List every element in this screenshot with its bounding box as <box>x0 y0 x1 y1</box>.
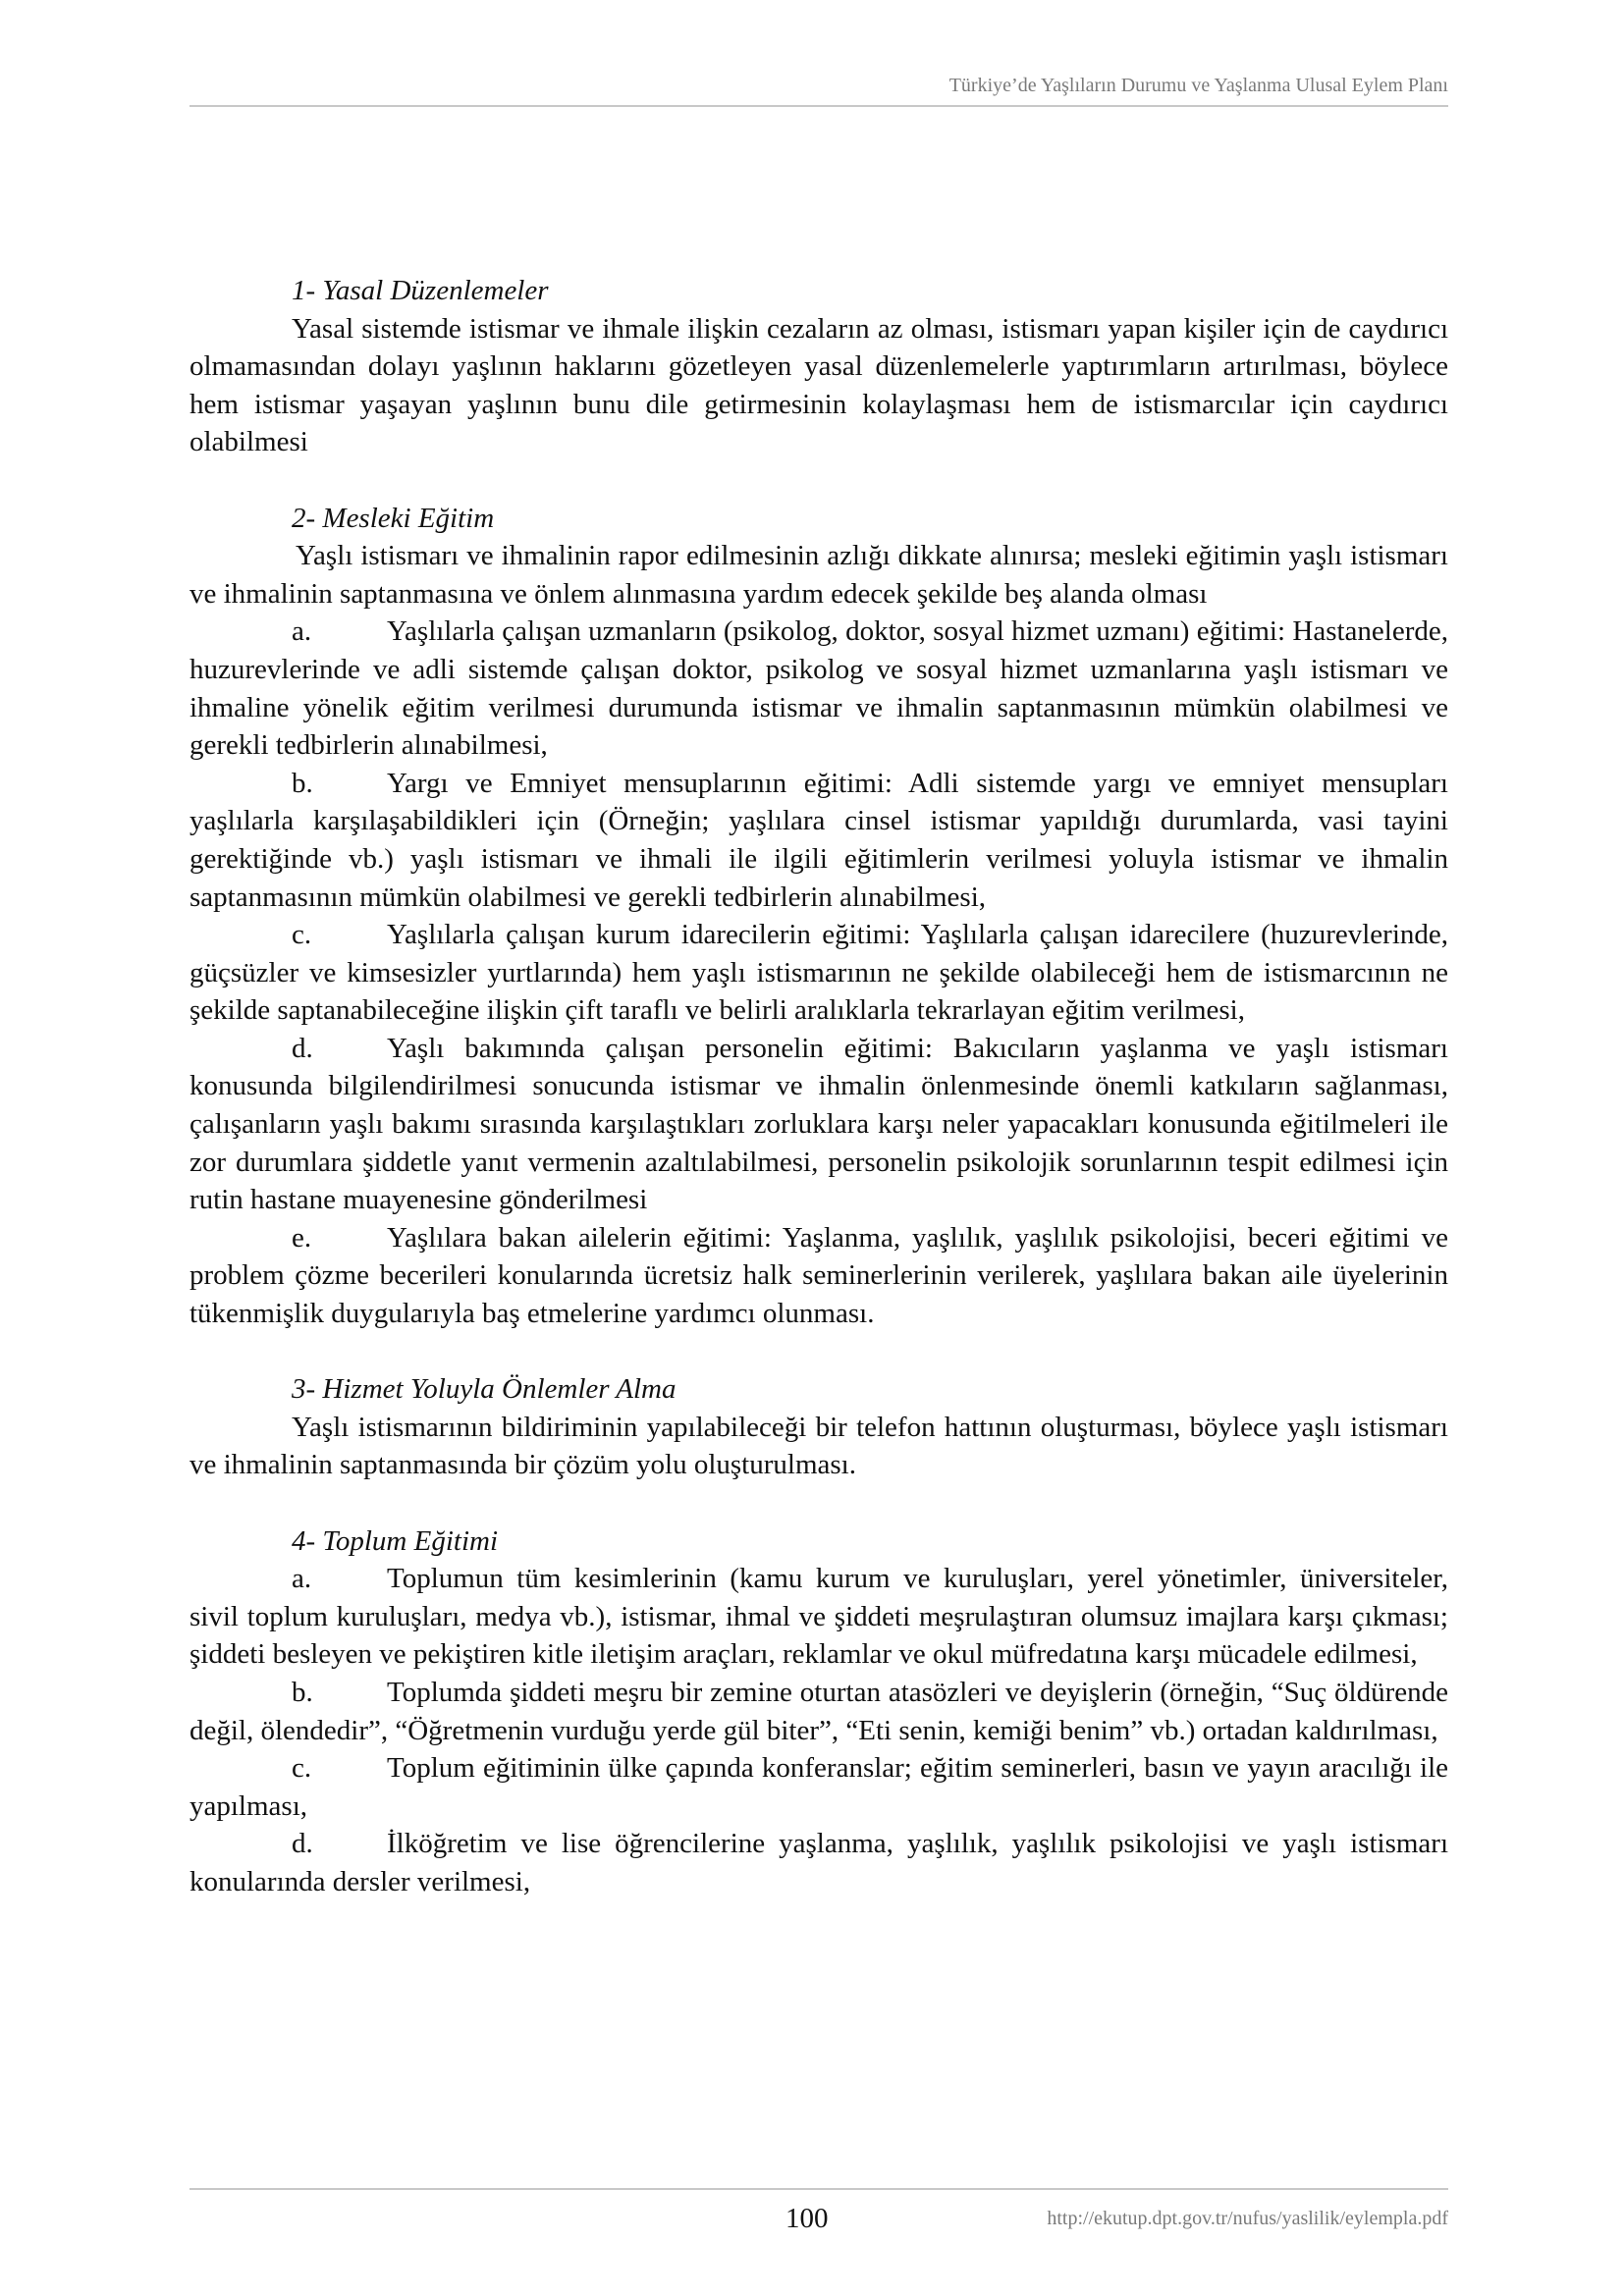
source-url: http://ekutup.dpt.gov.tr/nufus/yaslilik/eylempla.pdf <box>1047 2208 1448 2229</box>
header-divider <box>189 105 1448 107</box>
footer-divider <box>189 2188 1448 2190</box>
list-item-letter: c. <box>292 919 312 951</box>
list-item-letter: a. <box>292 615 312 648</box>
section-intro: Yaşlı istismarı ve ihmalinin rapor edilmesinin azlığı dikkate alınırsa; mesleki eğitimin yaşlı istismarı ve ihmalinin saptanmasına ve önlem alınmasına yardım edecek şekilde beş alanda olması <box>189 540 1448 610</box>
running-header: Türkiye’de Yaşlıların Durumu ve Yaşlanma Ulusal Eylem Planı <box>948 75 1448 96</box>
list-item <box>189 1560 1448 1674</box>
list-item-letter: b. <box>292 767 313 799</box>
section-paragraph: Yaşlı istismarının bildiriminin yapılabileceği bir telefon hattının oluşturması, böylece yaşlı istismarı ve ihmalinin saptanmasında bir çözüm yolu oluşturulması. <box>189 1411 1448 1481</box>
list-item-text: Yargı ve Emniyet mensuplarının eğitimi: Adli sistemde yargı ve emniyet mensupları yaşlılarla karşılaşabildikleri için (Örneğin; yaşlılara cinsel istismar yapıldığı durumlarda, vasi tayini gerektiğinde vb.) yaşlı istismarı ve ihmali ile ilgili eğitimlerin verilmesi yoluyla istismar ve ihmalin saptanmasının mümkün olabilmesi ve gerekli tedbirlerin alınabilmesi, <box>189 767 1448 913</box>
list-item-text: Toplum eğitiminin ülke çapında konferanslar; eğitim seminerleri, basın ve yayın aracılığı ile yapılması, <box>189 1752 1448 1822</box>
section-heading: 2- Mesleki Eğitim <box>292 502 495 534</box>
section-heading: 1- Yasal Düzenlemeler <box>292 275 549 306</box>
list-item-text: Toplumun tüm kesimlerinin (kamu kurum ve kuruluşları, yerel yönetimler, üniversiteler, sivil toplum kuruluşları, medya vb.), istismar, ihmal ve şiddeti meşrulaştıran olumsuz imajlara karşı çıkması; şiddeti besleyen ve pekiştiren kitle iletişim araçları, reklamlar ve okul müfredatına karşı mücadele edilmesi, <box>189 1563 1448 1671</box>
list-item-text: Toplumda şiddeti meşru bir zemine oturtan atasözleri ve deyişlerin (örneğin, “Suç öldürende değil, ölendedir”, “Öğretmenin vurduğu yerde gül biter”, “Eti senin, kemiği benim” vb.) ortadan kaldırılması, <box>189 1676 1448 1746</box>
list-item <box>189 916 1448 1030</box>
section-hizmet-yoluyla-onlemler <box>189 1370 1448 1484</box>
list-item-letter: b. <box>292 1676 313 1708</box>
list-item <box>189 1825 1448 1900</box>
section-paragraph: Yasal sistemde istismar ve ihmale ilişkin cezaların az olması, istismarı yapan kişiler için de caydırıcı olmamasından dolayı yaşlının haklarını gözetleyen yasal düzenlemelerle yaptırımların artırılması, böylece hem istismar yaşayan yaşlının bunu dile getirmesinin kolaylaşması hem de istismarcılar için caydırıcı olabilmesi <box>189 312 1448 458</box>
list-item-letter: e. <box>292 1221 312 1254</box>
list-item <box>189 613 1448 764</box>
list-item <box>189 1219 1448 1333</box>
list-item-text: Yaşlılara bakan ailelerin eğitimi: Yaşlanma, yaşlılık, yaşlılık psikolojisi, beceri eğitimi ve problem çözme becerileri konularında ücretsiz halk seminerlerinin verilerek, yaşlılara bakan aile üyelerinin tükenmişlik duygularıyla baş etmelerine yardımcı olunması. <box>189 1221 1448 1330</box>
list-item-letter: a. <box>292 1563 312 1595</box>
page-number: 100 <box>785 2203 829 2234</box>
page-body <box>189 272 1448 1939</box>
list-item-letter: c. <box>292 1752 312 1785</box>
list-item-text: İlköğretim ve lise öğrencilerine yaşlanma, yaşlılık, yaşlılık psikolojisi ve yaşlı istismarı konularında dersler verilmesi, <box>189 1828 1448 1897</box>
section-heading: 4- Toplum Eğitimi <box>292 1524 499 1557</box>
list-item-text: Yaşlı bakımında çalışan personelin eğitimi: Bakıcıların yaşlanma ve yaşlı istismarı konusunda bilgilendirilmesi sonucunda istismar ve ihmalin önlenmesinde önemli katkıların sağlanması, çalışanların yaşlı bakımı sırasında karşılaştıkları zorluklara karşı neler yapacakları konusunda eğitilmeleri ile zor durumlara şiddetle yanıt vermenin azaltılabilmesi, personelin psikolojik sorunlarının tespit edilmesi için rutin hastane muayenesine gönderilmesi <box>189 1032 1448 1216</box>
list-item <box>189 1030 1448 1219</box>
list-item-text: Yaşlılarla çalışan uzmanların (psikolog, doktor, sosyal hizmet uzmanı) eğitimi: Hastanelerde, huzurevlerinde ve adli sistemde çalışan doktor, psikolog ve sosyal hizmet uzmanlarına yaşlı istismarı ve ihmaline yönelik eğitim verilmesi durumunda istismar ve ihmalin saptanmasının mümkün olabilmesi ve gerekli tedbirlerin alınabilmesi, <box>189 615 1448 762</box>
list-item-letter: d. <box>292 1032 313 1064</box>
list-item <box>189 1674 1448 1749</box>
section-toplum-egitimi <box>189 1522 1448 1901</box>
list-item <box>189 765 1448 916</box>
section-yasal-duzenlemeler <box>189 272 1448 461</box>
list-item-text: Yaşlılarla çalışan kurum idarecilerin eğitimi: Yaşlılarla çalışan idarecilere (huzurevlerinde, güçsüzler ve kimsesizler yurtlarında) hem yaşlı istismarının ne şekilde olabileceği hem de istismarcının ne şekilde saptanabileceğine ilişkin çift taraflı ve belirli aralıklarla tekrarlayan eğitim verilmesi, <box>189 919 1448 1027</box>
list-item <box>189 1749 1448 1825</box>
list-item-letter: d. <box>292 1828 313 1860</box>
section-mesleki-egitim <box>189 500 1448 1333</box>
section-heading: 3- Hizmet Yoluyla Önlemler Alma <box>292 1373 677 1406</box>
